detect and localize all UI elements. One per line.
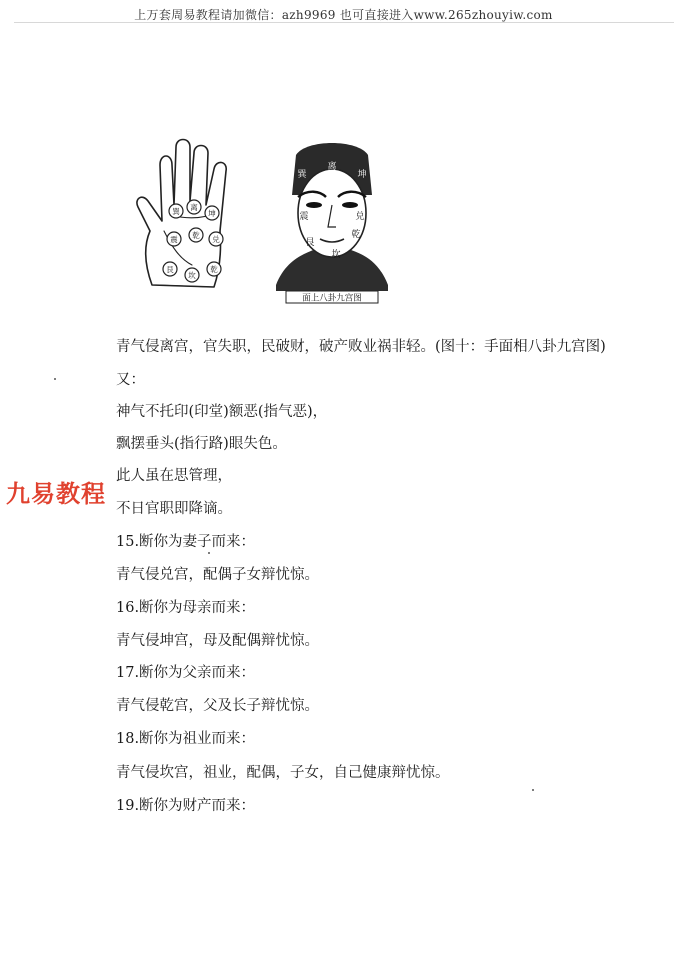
palm-label: 乾 [192, 231, 200, 240]
section-heading: 19.断你为财产而来： [116, 798, 256, 814]
palm-label: 艮 [166, 265, 174, 274]
text-line: 青气侵乾宫，父及长子辩忧惊。 [116, 698, 319, 714]
text-line: 又： [116, 372, 145, 388]
palm-label: 兑 [212, 235, 220, 244]
section-heading: 17.断你为父亲而来： [116, 665, 256, 681]
text-line: 神气不托印(印堂)额恶(指气恶)， [116, 404, 328, 420]
section-heading: 16.断你为母亲而来： [116, 600, 256, 616]
text-line: 青气侵兑宫，配偶子女辩忧惊。 [116, 567, 319, 583]
palm-label: 坤 [208, 209, 216, 218]
face-bagua-diagram [276, 135, 388, 305]
header-watermark-text: 上万套周易教程请加微信：azh9969 也可直接进入www.265zhouyiw.com [134, 8, 553, 22]
face-label: 兑 [355, 212, 365, 222]
palm-label: 震 [170, 235, 178, 244]
section-heading: 15.断你为妻子而来： [116, 534, 256, 550]
text-line: 飘摆垂头(指行路)眼失色。 [116, 436, 287, 452]
scan-speck [208, 552, 210, 554]
section-heading: 18.断你为祖业而来： [116, 731, 256, 747]
face-label: 乾 [351, 230, 361, 240]
scan-speck [532, 789, 534, 791]
palm-bagua-diagram [130, 135, 250, 300]
palm-label: 离 [190, 203, 198, 212]
text-line: 青气侵离宫，官失职，民破财，破产败业祸非轻。(图十：手面相八卦九宫图) [116, 339, 606, 355]
face-label: 坤 [357, 170, 367, 180]
face-caption: 面上八卦九宫图 [302, 293, 362, 304]
face-label: 震 [299, 212, 309, 222]
text-line: 此人虽在思管理， [116, 468, 232, 484]
text-line: 不日官职即降谪。 [116, 501, 232, 517]
face-label: 艮 [305, 238, 315, 248]
face-label: 坎 [331, 250, 341, 260]
text-line: 青气侵坤宫，母及配偶辩忧惊。 [116, 633, 319, 649]
palm-label: 乾 [210, 265, 218, 274]
brand-watermark: 九易教程 [6, 480, 106, 508]
palm-label: 坎 [188, 271, 196, 280]
palm-label: 巽 [172, 207, 180, 216]
header-divider [14, 22, 674, 23]
face-label: 离 [327, 162, 337, 172]
scan-speck [54, 378, 56, 380]
text-line: 青气侵坎宫，祖业，配偶，子女，自己健康辩忧惊。 [116, 765, 450, 781]
face-label: 巽 [297, 170, 307, 180]
